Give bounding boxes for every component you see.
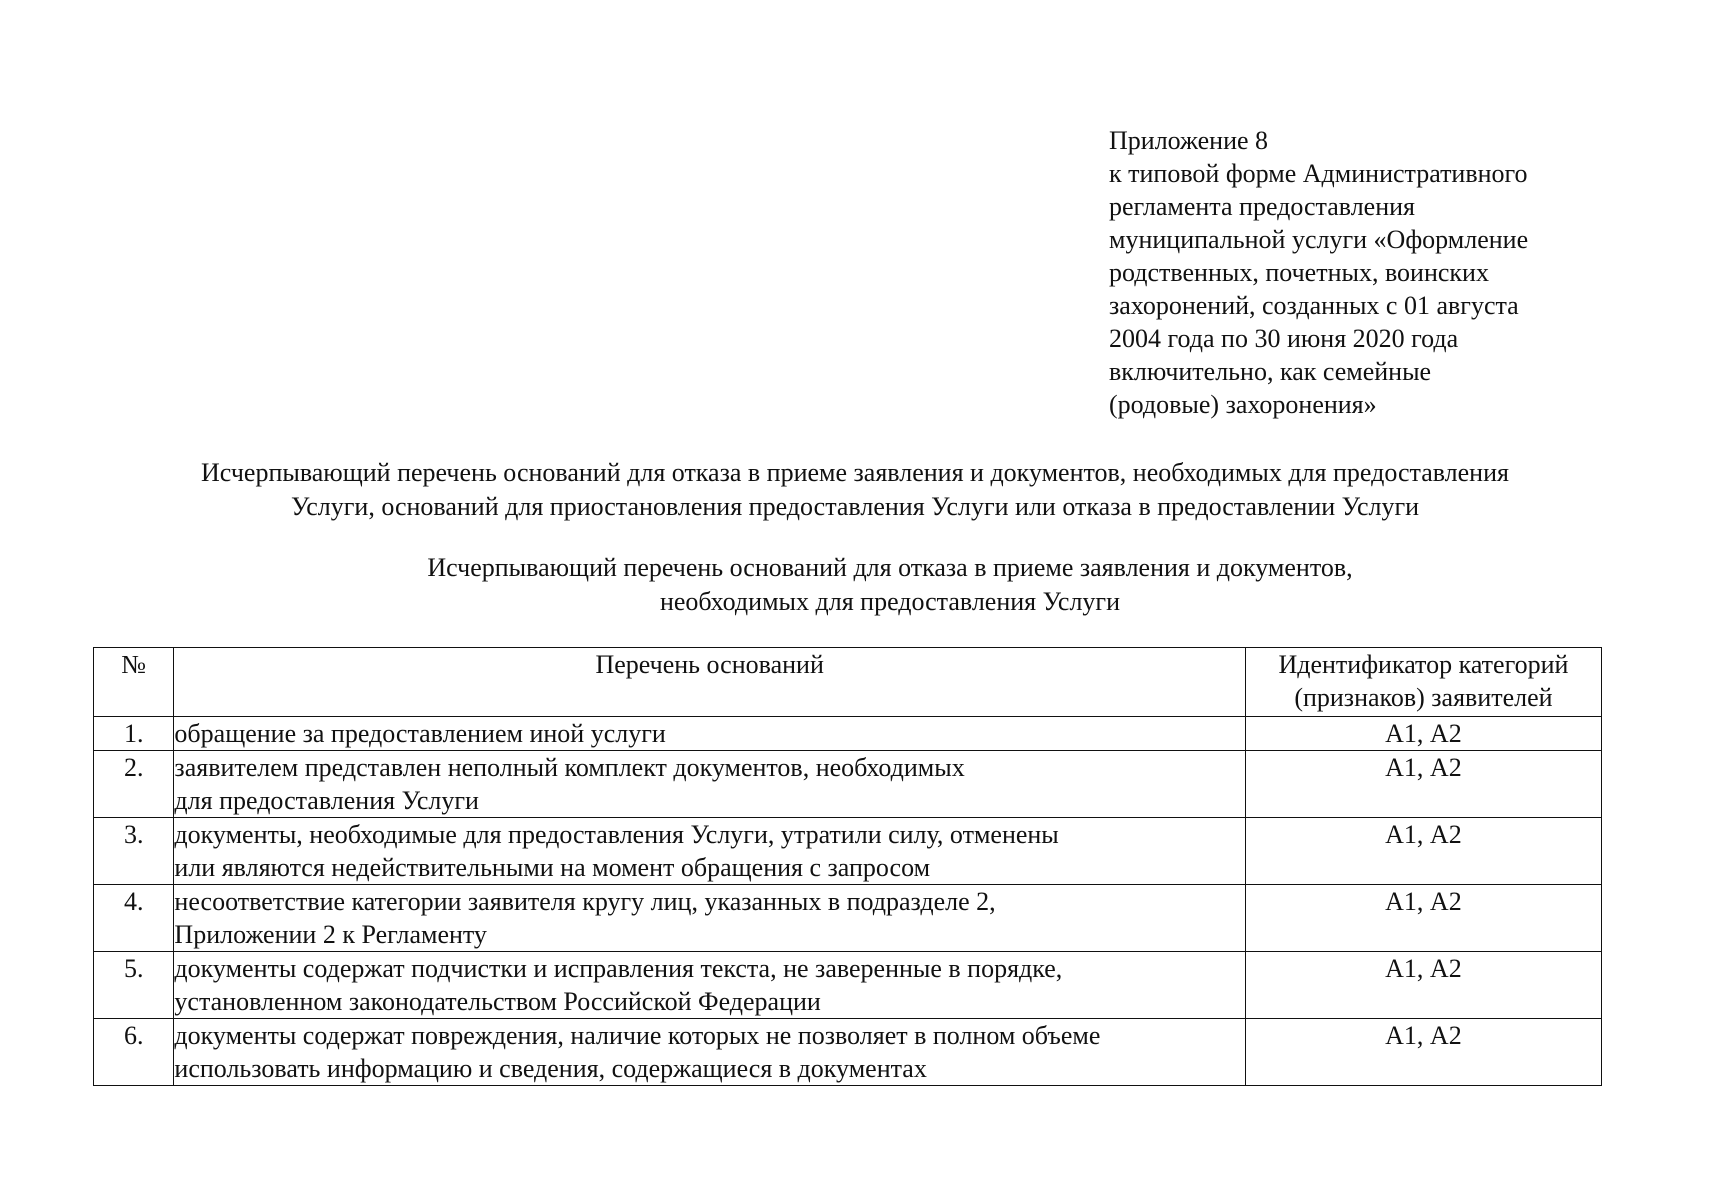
row-reason: [174, 751, 1245, 818]
header-category: [1245, 648, 1601, 717]
appendix-line: (родовые) захоронения»: [1109, 390, 1377, 419]
table-header-row: [94, 648, 1602, 717]
row-reason: [174, 818, 1245, 885]
main-title-line: Услуги, оснований для приостановления предоставления Услуги или отказа в предоставлении Услуги: [290, 492, 1420, 521]
row-num: 2.: [94, 751, 174, 818]
appendix-line: регламента предоставления: [1109, 192, 1416, 221]
row-category: А1, А2: [1245, 818, 1601, 885]
appendix-line: родственных, почетных, воинских: [1109, 258, 1489, 287]
row-reason-line: или являются недействительными на момент обращения с запросом: [174, 853, 931, 882]
row-num: 3.: [94, 818, 174, 885]
row-reason: [174, 885, 1245, 952]
table-row: [94, 818, 1602, 885]
table-row: [94, 751, 1602, 818]
section-title: [300, 551, 1480, 619]
section-title-line: Исчерпывающий перечень оснований для отказа в приеме заявления и документов,: [427, 553, 1353, 582]
appendix-line: к типовой форме Административного: [1109, 159, 1528, 188]
row-reason-line: использовать информацию и сведения, содержащиеся в документах: [174, 1054, 927, 1083]
appendix-line: Приложение 8: [1109, 126, 1269, 155]
row-category: А1, А2: [1245, 1019, 1601, 1086]
row-reason: [174, 1019, 1245, 1086]
row-reason: [174, 717, 1245, 751]
row-category: А1, А2: [1245, 751, 1601, 818]
table-row: [94, 952, 1602, 1019]
row-reason-line: документы, необходимые для предоставления Услуги, утратили силу, отменены: [174, 820, 1059, 849]
grounds-table: [93, 647, 1602, 1086]
row-reason-line: заявителем представлен неполный комплект документов, необходимых: [174, 753, 965, 782]
appendix-line: захоронений, созданных с 01 августа: [1109, 291, 1519, 320]
section-title-line: необходимых для предоставления Услуги: [659, 587, 1121, 616]
header-reason: Перечень оснований: [174, 648, 1245, 717]
row-category: А1, А2: [1245, 885, 1601, 952]
header-category-line: Идентификатор категорий: [1278, 650, 1569, 679]
row-category: А1, А2: [1245, 717, 1601, 751]
row-reason-line: Приложении 2 к Регламенту: [174, 920, 487, 949]
main-title: [0, 456, 1710, 524]
header-category-line: (признаков) заявителей: [1294, 683, 1553, 712]
table-row: [94, 1019, 1602, 1086]
row-reason-line: обращение за предоставлением иной услуги: [174, 719, 666, 748]
row-num: 1.: [94, 717, 174, 751]
row-reason: [174, 952, 1245, 1019]
main-title-line: Исчерпывающий перечень оснований для отказа в приеме заявления и документов, необходимых для предоставления: [201, 458, 1509, 487]
table-row: [94, 885, 1602, 952]
row-num: 4.: [94, 885, 174, 952]
header-num: №: [94, 648, 174, 717]
row-num: 5.: [94, 952, 174, 1019]
row-reason-line: установленном законодательством Российской Федерации: [174, 987, 821, 1016]
row-reason-line: документы содержат повреждения, наличие которых не позволяет в полном объеме: [174, 1021, 1101, 1050]
appendix-line: включительно, как семейные: [1109, 357, 1432, 386]
row-reason-line: для предоставления Услуги: [174, 786, 479, 815]
appendix-note: [1109, 124, 1669, 421]
row-reason-line: несоответствие категории заявителя кругу лиц, указанных в подразделе 2,: [174, 887, 996, 916]
table-row: [94, 717, 1602, 751]
row-reason-line: документы содержат подчистки и исправления текста, не заверенные в порядке,: [174, 954, 1063, 983]
appendix-line: 2004 года по 30 июня 2020 года: [1109, 324, 1459, 353]
row-category: А1, А2: [1245, 952, 1601, 1019]
row-num: 6.: [94, 1019, 174, 1086]
appendix-line: муниципальной услуги «Оформление: [1109, 225, 1529, 254]
